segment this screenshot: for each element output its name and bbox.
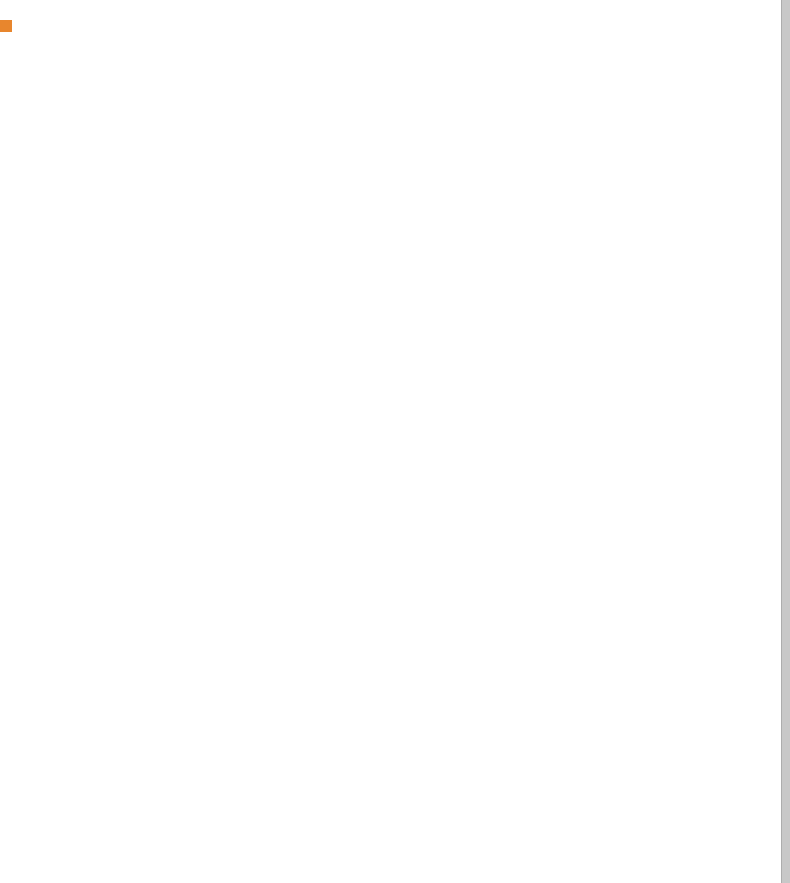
price-column-highlight	[0, 20, 12, 32]
page-edge	[781, 0, 790, 883]
